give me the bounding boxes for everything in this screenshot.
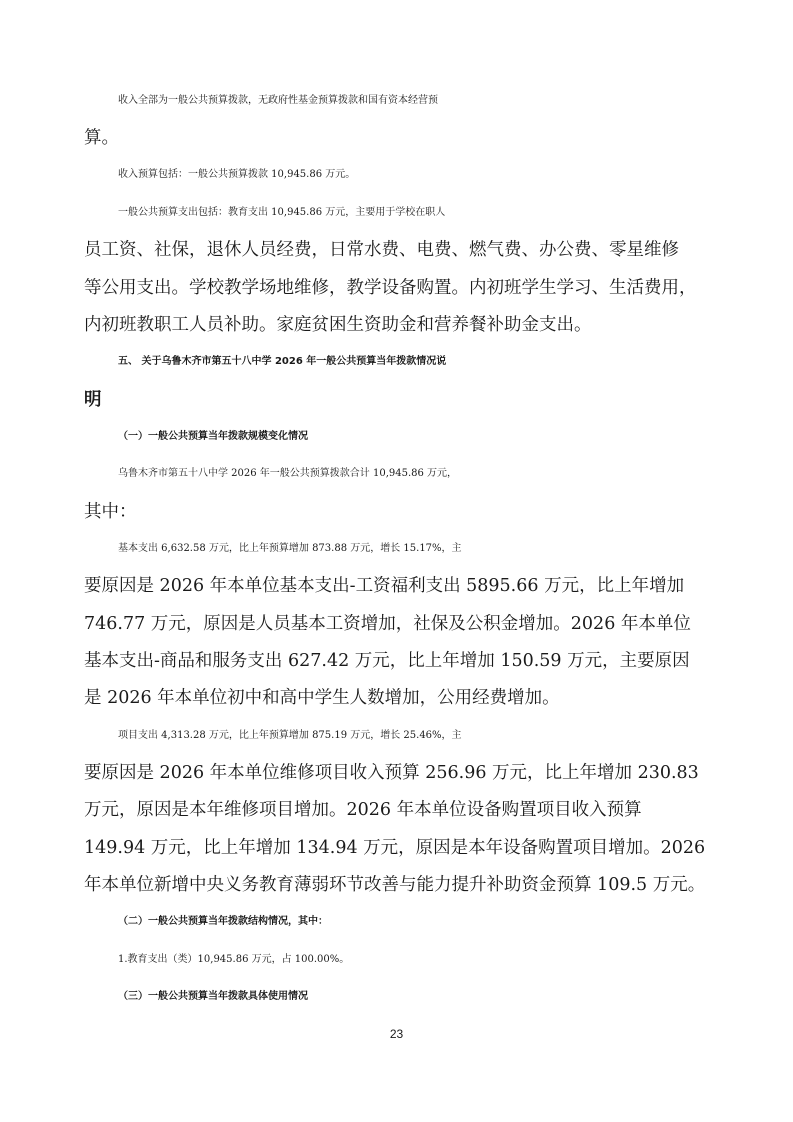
paragraph-line: 收入预算包括：一般公共预算拨款 10,945.86 万元。 [118,169,356,180]
paragraph-line: 其中： [84,502,137,522]
paragraph-line: 算。 [84,128,119,148]
paragraph-line: 年本单位新增中央义务教育薄弱环节改善与能力提升补助资金预算 109.5 万元。 [84,875,706,895]
paragraph-line: 基本支出-商品和服务支出 627.42 万元，比上年增加 150.59 万元，主要原因 [84,651,690,671]
paragraph-line: 要原因是 2026 年本单位基本支出-工资福利支出 5895.66 万元，比上年增加 [84,576,685,596]
paragraph-line: 乌鲁木齐市第五十八中学 2026 年一般公共预算拨款合计 10,945.86 万元， [118,468,458,479]
subsection-heading-2: （二）一般公共预算当年拨款结构情况，其中： [118,916,328,927]
paragraph-line: 一般公共预算支出包括：教育支出 10,945.86 万元，主要用于学校在职人 [118,207,446,218]
paragraph-line: 内初班教职工人员补助。家庭贫困生资助金和营养餐补助金支出。 [84,315,592,335]
section-heading: 五、 关于乌鲁木齐市第五十八中学 2026 年一般公共预算当年拨款情况说 [118,356,447,367]
paragraph-line: 1.教育支出（类）10,945.86 万元，占 100.00%。 [118,954,350,965]
paragraph-line: 基本支出 6,632.58 万元，比上年预算增加 873.88 万元，增长 15.17%，主 [118,543,462,554]
page-number: 23 [389,1027,404,1041]
paragraph-line: 员工资、社保，退休人员经费，日常水费、电费、燃气费、办公费、零星维修 [84,240,679,260]
paragraph-line: 等公用支出。学校教学场地维修，教学设备购置。内初班学生学习、生活费用， [84,278,697,298]
paragraph-line: 万元，原因是本年维修项目增加。2026 年本单位设备购置项目收入预算 [84,800,642,820]
paragraph-line: 项目支出 4,313.28 万元，比上年预算增加 875.19 万元，增长 25.46%，主 [118,730,462,741]
subsection-heading-1: （一）一般公共预算当年拨款规模变化情况 [118,431,308,442]
section-heading-continued: 明 [84,390,102,410]
subsection-heading-3: （三）一般公共预算当年拨款具体使用情况 [118,991,308,1002]
paragraph-line: 746.77 万元，原因是人员基本工资增加，社保及公积金增加。2026 年本单位 [84,614,691,634]
paragraph-line: 是 2026 年本单位初中和高中学生人数增加，公用经费增加。 [84,688,560,708]
paragraph-line: 收入全部为一般公共预算拨款，无政府性基金预算拨款和国有资本经营预 [118,95,438,106]
paragraph-line: 149.94 万元，比上年增加 134.94 万元，原因是本年设备购置项目增加。2026 [84,838,706,858]
paragraph-line: 要原因是 2026 年本单位维修项目收入预算 256.96 万元，比上年增加 230.83 [84,763,699,783]
